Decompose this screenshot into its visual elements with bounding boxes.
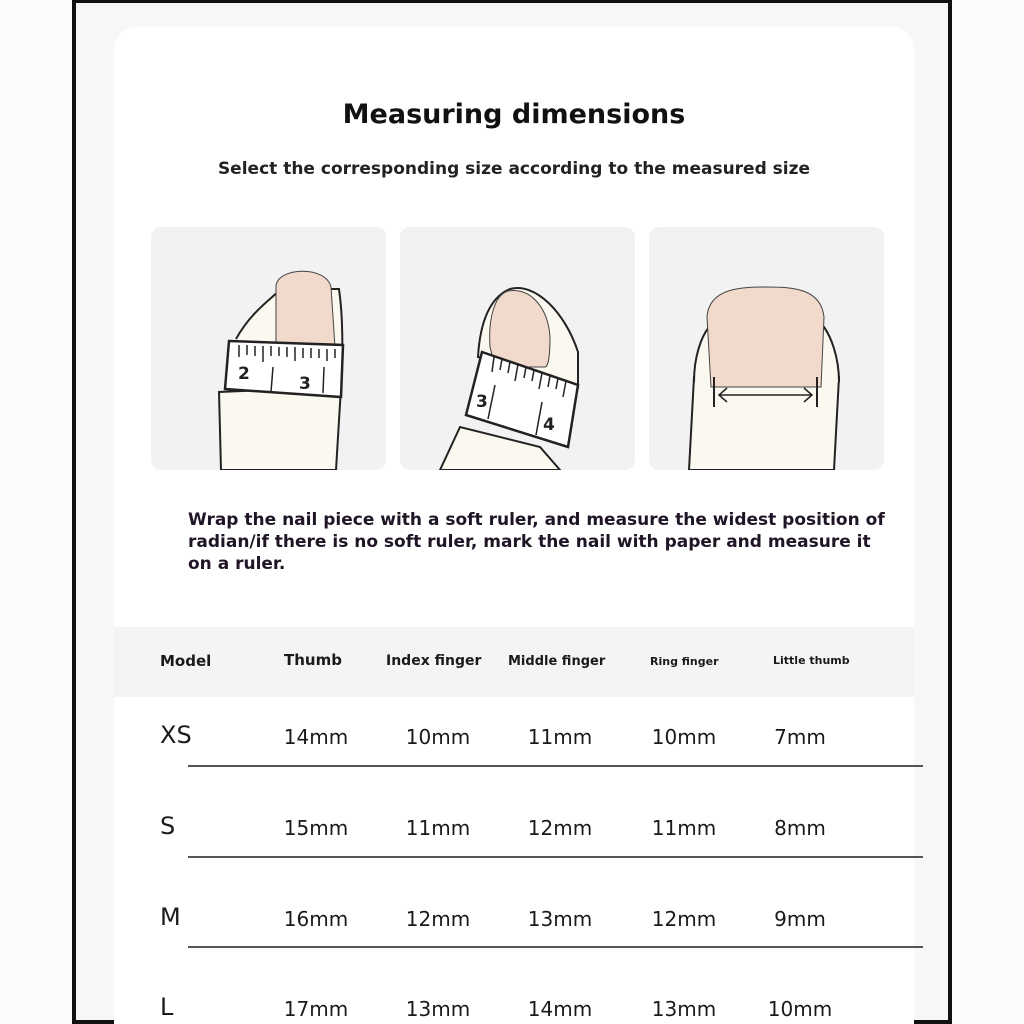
row-model-label: S	[160, 812, 176, 840]
row-model-label: L	[160, 993, 174, 1021]
cell-thumb: 15mm	[283, 816, 349, 840]
cell-ring-finger: 10mm	[651, 725, 717, 749]
thumb-wrapped-ruler-icon	[151, 227, 386, 470]
row-divider	[188, 765, 923, 767]
ruler-number-2: 2	[238, 364, 250, 384]
table-row	[114, 877, 914, 965]
cell-little-thumb: 7mm	[774, 725, 826, 749]
cell-ring-finger: 11mm	[651, 816, 717, 840]
cell-thumb: 16mm	[283, 907, 349, 931]
cell-little-thumb: 8mm	[774, 816, 826, 840]
row-model-label: M	[160, 903, 181, 931]
cell-ring-finger: 13mm	[651, 997, 717, 1021]
cell-thumb: 17mm	[283, 997, 349, 1021]
ruler-number-3: 3	[299, 374, 311, 394]
table-row	[114, 786, 914, 874]
column-header-thumb: Thumb	[284, 651, 342, 669]
row-model-label: XS	[160, 721, 192, 749]
finger-angled-ruler-icon	[400, 227, 635, 470]
ruler-number-4: 4	[543, 415, 555, 435]
row-divider	[188, 856, 923, 858]
illustration-nail-width	[649, 227, 884, 470]
illustration-thumb-ruler	[151, 227, 386, 470]
page-subtitle: Select the corresponding size according to the measured size	[217, 159, 811, 179]
cell-little-thumb: 10mm	[767, 997, 833, 1021]
table-row	[114, 695, 914, 783]
measuring-instructions: Wrap the nail piece with a soft ruler, and measure the widest position of radian/if there is no soft ruler, mark the nail with paper and measure it on a ruler.	[188, 510, 885, 574]
column-header-ring-finger: Ring finger	[650, 655, 719, 668]
column-header-model: Model	[160, 652, 212, 670]
illustration-finger-ruler	[400, 227, 635, 470]
cell-middle-finger: 11mm	[527, 725, 593, 749]
page-frame	[72, 0, 952, 1024]
cell-index-finger: 10mm	[405, 725, 471, 749]
row-divider	[188, 946, 923, 948]
content-card	[114, 27, 914, 1024]
cell-ring-finger: 12mm	[651, 907, 717, 931]
nail-width-arrow-icon	[649, 227, 884, 470]
ruler-number-3: 3	[476, 392, 488, 412]
cell-middle-finger: 12mm	[527, 816, 593, 840]
table-row	[114, 967, 914, 1024]
cell-index-finger: 11mm	[405, 816, 471, 840]
cell-thumb: 14mm	[283, 725, 349, 749]
cell-middle-finger: 13mm	[527, 907, 593, 931]
column-header-middle-finger: Middle finger	[508, 654, 606, 669]
column-header-little-thumb: Little thumb	[773, 654, 850, 667]
column-header-index-finger: Index finger	[386, 653, 482, 669]
cell-index-finger: 12mm	[405, 907, 471, 931]
cell-middle-finger: 14mm	[527, 997, 593, 1021]
cell-index-finger: 13mm	[405, 997, 471, 1021]
cell-little-thumb: 9mm	[774, 907, 826, 931]
page-title: Measuring dimensions	[342, 99, 686, 130]
